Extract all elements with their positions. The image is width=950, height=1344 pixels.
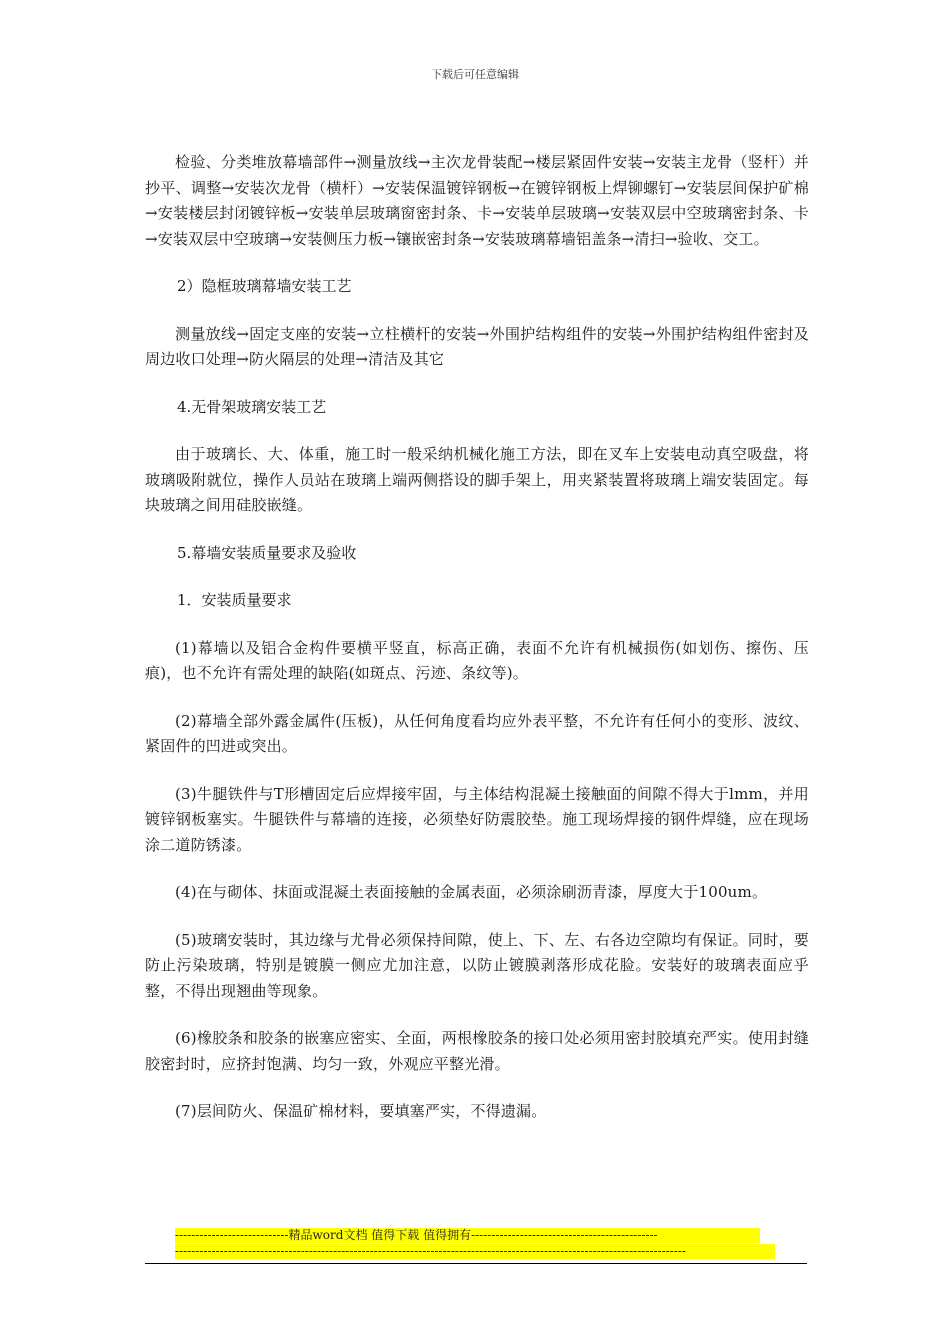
paragraph-req-5: (5)玻璃安装时，其边缘与尤骨必须保持间隙，使上、下、左、右各边空隙均有保证。同时，要防止污染玻璃，特别是镀膜一侧应尤加注意，以防止镀膜剥落形成花脸。安装好的玻璃表面应乎整，不得出现翘曲等现象。	[145, 930, 809, 1000]
paragraph-req-6: (6)橡胶条和胶条的嵌塞应密实、全面，两根橡胶条的接口处必须用密封胶填充严实。使用封缝胶密封时，应挤封饱满、均匀一致，外观应平整光滑。	[145, 1029, 809, 1073]
paragraph-req-1: (1)幕墙以及铝合金构件要横平竖直，标高正确，表面不允许有机械损伤(如划伤、擦伤、压痕)，也不允许有需处理的缺陷(如斑点、污迹、条纹等)。	[145, 638, 809, 682]
page-header-note: 下载后可任意编辑	[431, 68, 519, 81]
paragraph-frameless-method: 由于玻璃长、大、体重，施工时一般采纳机械化施工方法，即在叉车上安装电动真空吸盘，将玻璃吸附就位，操作人员站在玻璃上端两侧搭设的脚手架上，用夹紧装置将玻璃上端安装固定。每块玻璃之间用硅胶嵌缝。	[145, 445, 809, 514]
footer-rule	[145, 1263, 807, 1264]
paragraph-req-3: (3)牛腿铁件与T形槽固定后应焊接牢固，与主体结构混凝土接触面的间隙不得大于lmm，并用镀锌钢板塞实。牛腿铁件与幕墙的连接，必须垫好防震胶垫。施工现场焊接的钢件焊缝，应在现场涂二道防锈漆。	[145, 784, 809, 854]
paragraph-install-sequence: 检验、分类堆放幕墙部件→测量放线→主次龙骨装配→楼层紧固件安装→安装主龙骨（竖杆）并抄平、调整→安装次龙骨（横杆）→安装保温镀锌钢板→在镀锌钢板上焊铆螺钉→安装层间保护矿棉→安装楼层封闭镀锌板→安装单层玻璃窗密封条、卡→安装单层玻璃→安装双层中空玻璃密封条、卡→安装双层中空玻璃→安装侧压力板→镶嵌密封条→安装玻璃幕墙铝盖条→清扫→验收、交工。	[145, 153, 809, 248]
heading-hidden-frame: 2）隐框玻璃幕墙安装工艺	[177, 277, 352, 295]
heading-quality-requirements: 1．安装质量要求	[177, 591, 292, 609]
paragraph-req-4: (4)在与砌体、抹面或混凝土表面接触的金属表面，必须涂刷沥青漆，厚度大于100um。	[175, 883, 768, 901]
paragraph-hidden-frame-steps: 测量放线→固定支座的安装→立柱横杆的安装→外围护结构组件的安装→外围护结构组件密封及周边收口处理→防火隔层的处理→清洁及其它	[145, 324, 809, 368]
heading-frameless-glass: 4.无骨架玻璃安装工艺	[177, 397, 327, 416]
paragraph-req-7: (7)层间防火、保温矿棉材料，要填塞严实，不得遗漏。	[175, 1102, 547, 1120]
footer-banner: ----------------------------精品word文档 值得下载 值得拥有----------------------------------------------	[175, 1228, 760, 1243]
heading-quality-acceptance: 5.幕墙安装质量要求及验收	[177, 543, 357, 562]
document-body	[145, 150, 809, 1125]
footer-dash-line: ------------------------------------------------------------------------------------------------------------------------------	[175, 1244, 775, 1259]
paragraph-req-2: (2)幕墙全部外露金属件(压板)，从任何角度看均应外表平整，不允许有任何小的变形、波纹、紧固件的凹进或突出。	[145, 711, 809, 755]
